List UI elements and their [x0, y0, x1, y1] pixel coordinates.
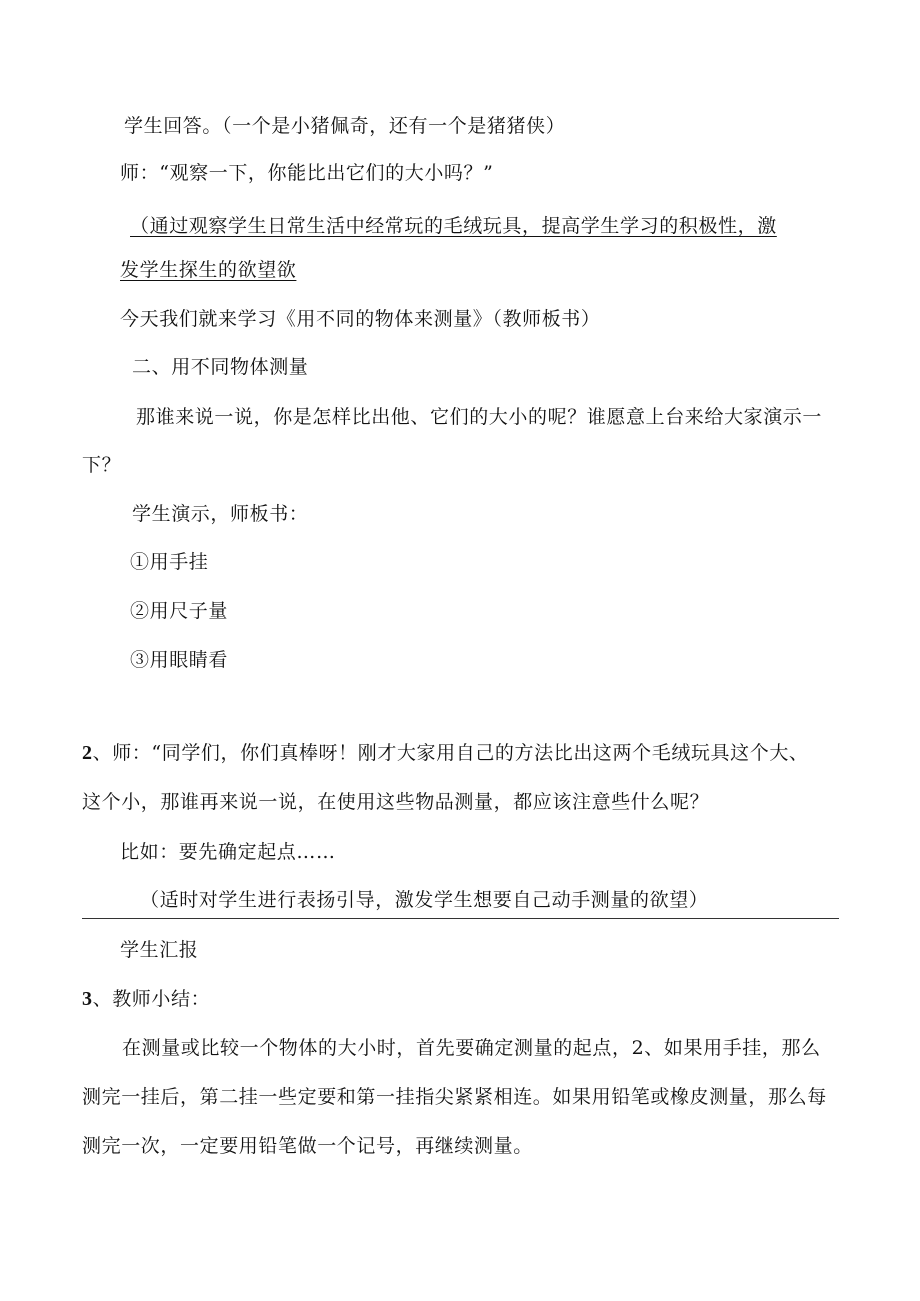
item-3-label: 、教师小结： — [92, 988, 211, 1010]
summary-line-3: 测完一次，一定要用铅笔做一个记号，再继续测量。 — [82, 1135, 533, 1157]
item-3-number: 3 — [82, 988, 93, 1010]
item-2-text: 、师：“同学们，你们真棒呀！刚才大家用自己的方法比出这两个毛绒玩具这个大、 — [92, 742, 809, 764]
demonstration-prompt-line-2: 下？ — [82, 454, 122, 476]
item-2-number: 2 — [82, 742, 93, 764]
design-note-line-1: （通过观察学生日常生活中经常玩的毛绒玩具，提高学生学习的积极性，激 — [130, 215, 777, 237]
design-note-2: （适时对学生进行表扬引导，激发学生想要自己动手测量的欲望） — [140, 889, 709, 911]
item-2-paragraph-line-2: 这个小，那谁再来说一说，在使用这些物品测量，都应该注意些什么呢？ — [82, 791, 710, 813]
lesson-intro-paragraph: 今天我们就来学习《用不同的物体来测量》（教师板书） — [120, 308, 601, 330]
student-report-paragraph: 学生汇报 — [120, 939, 199, 961]
item-3-heading — [82, 987, 210, 1011]
method-list-item: ③用眼睛看 — [130, 649, 229, 671]
example-paragraph: 比如：要先确定起点…… — [120, 841, 336, 863]
student-demo-paragraph: 学生演示，师板书： — [132, 503, 309, 525]
student-answer-paragraph: 学生回答。（一个是小猪佩奇，还有一个是猪猪侠） — [124, 115, 566, 137]
demonstration-prompt-line-1: 那谁来说一说，你是怎样比出他、它们的大小的呢？谁愿意上台来给大家演示一 — [136, 406, 823, 428]
item-2-paragraph-line-1 — [82, 741, 809, 765]
method-list-item: ①用手挂 — [130, 551, 209, 573]
horizontal-divider — [82, 918, 839, 919]
summary-line-2: 测完一挂后，第二挂一些定要和第一挂指尖紧紧相连。如果用铅笔或橡皮测量，那么每 — [82, 1086, 827, 1108]
design-note-line-2: 发学生探生的欲望欲 — [120, 259, 297, 281]
method-list-item: ②用尺子量 — [130, 600, 229, 622]
summary-line-1: 在测量或比较一个物体的大小时，首先要确定测量的起点，2、如果用手挂，那么 — [122, 1037, 821, 1059]
teacher-question-paragraph: 师：“观察一下，你能比出它们的大小吗？” — [120, 162, 494, 184]
section-2-heading: 二、用不同物体测量 — [132, 356, 309, 378]
